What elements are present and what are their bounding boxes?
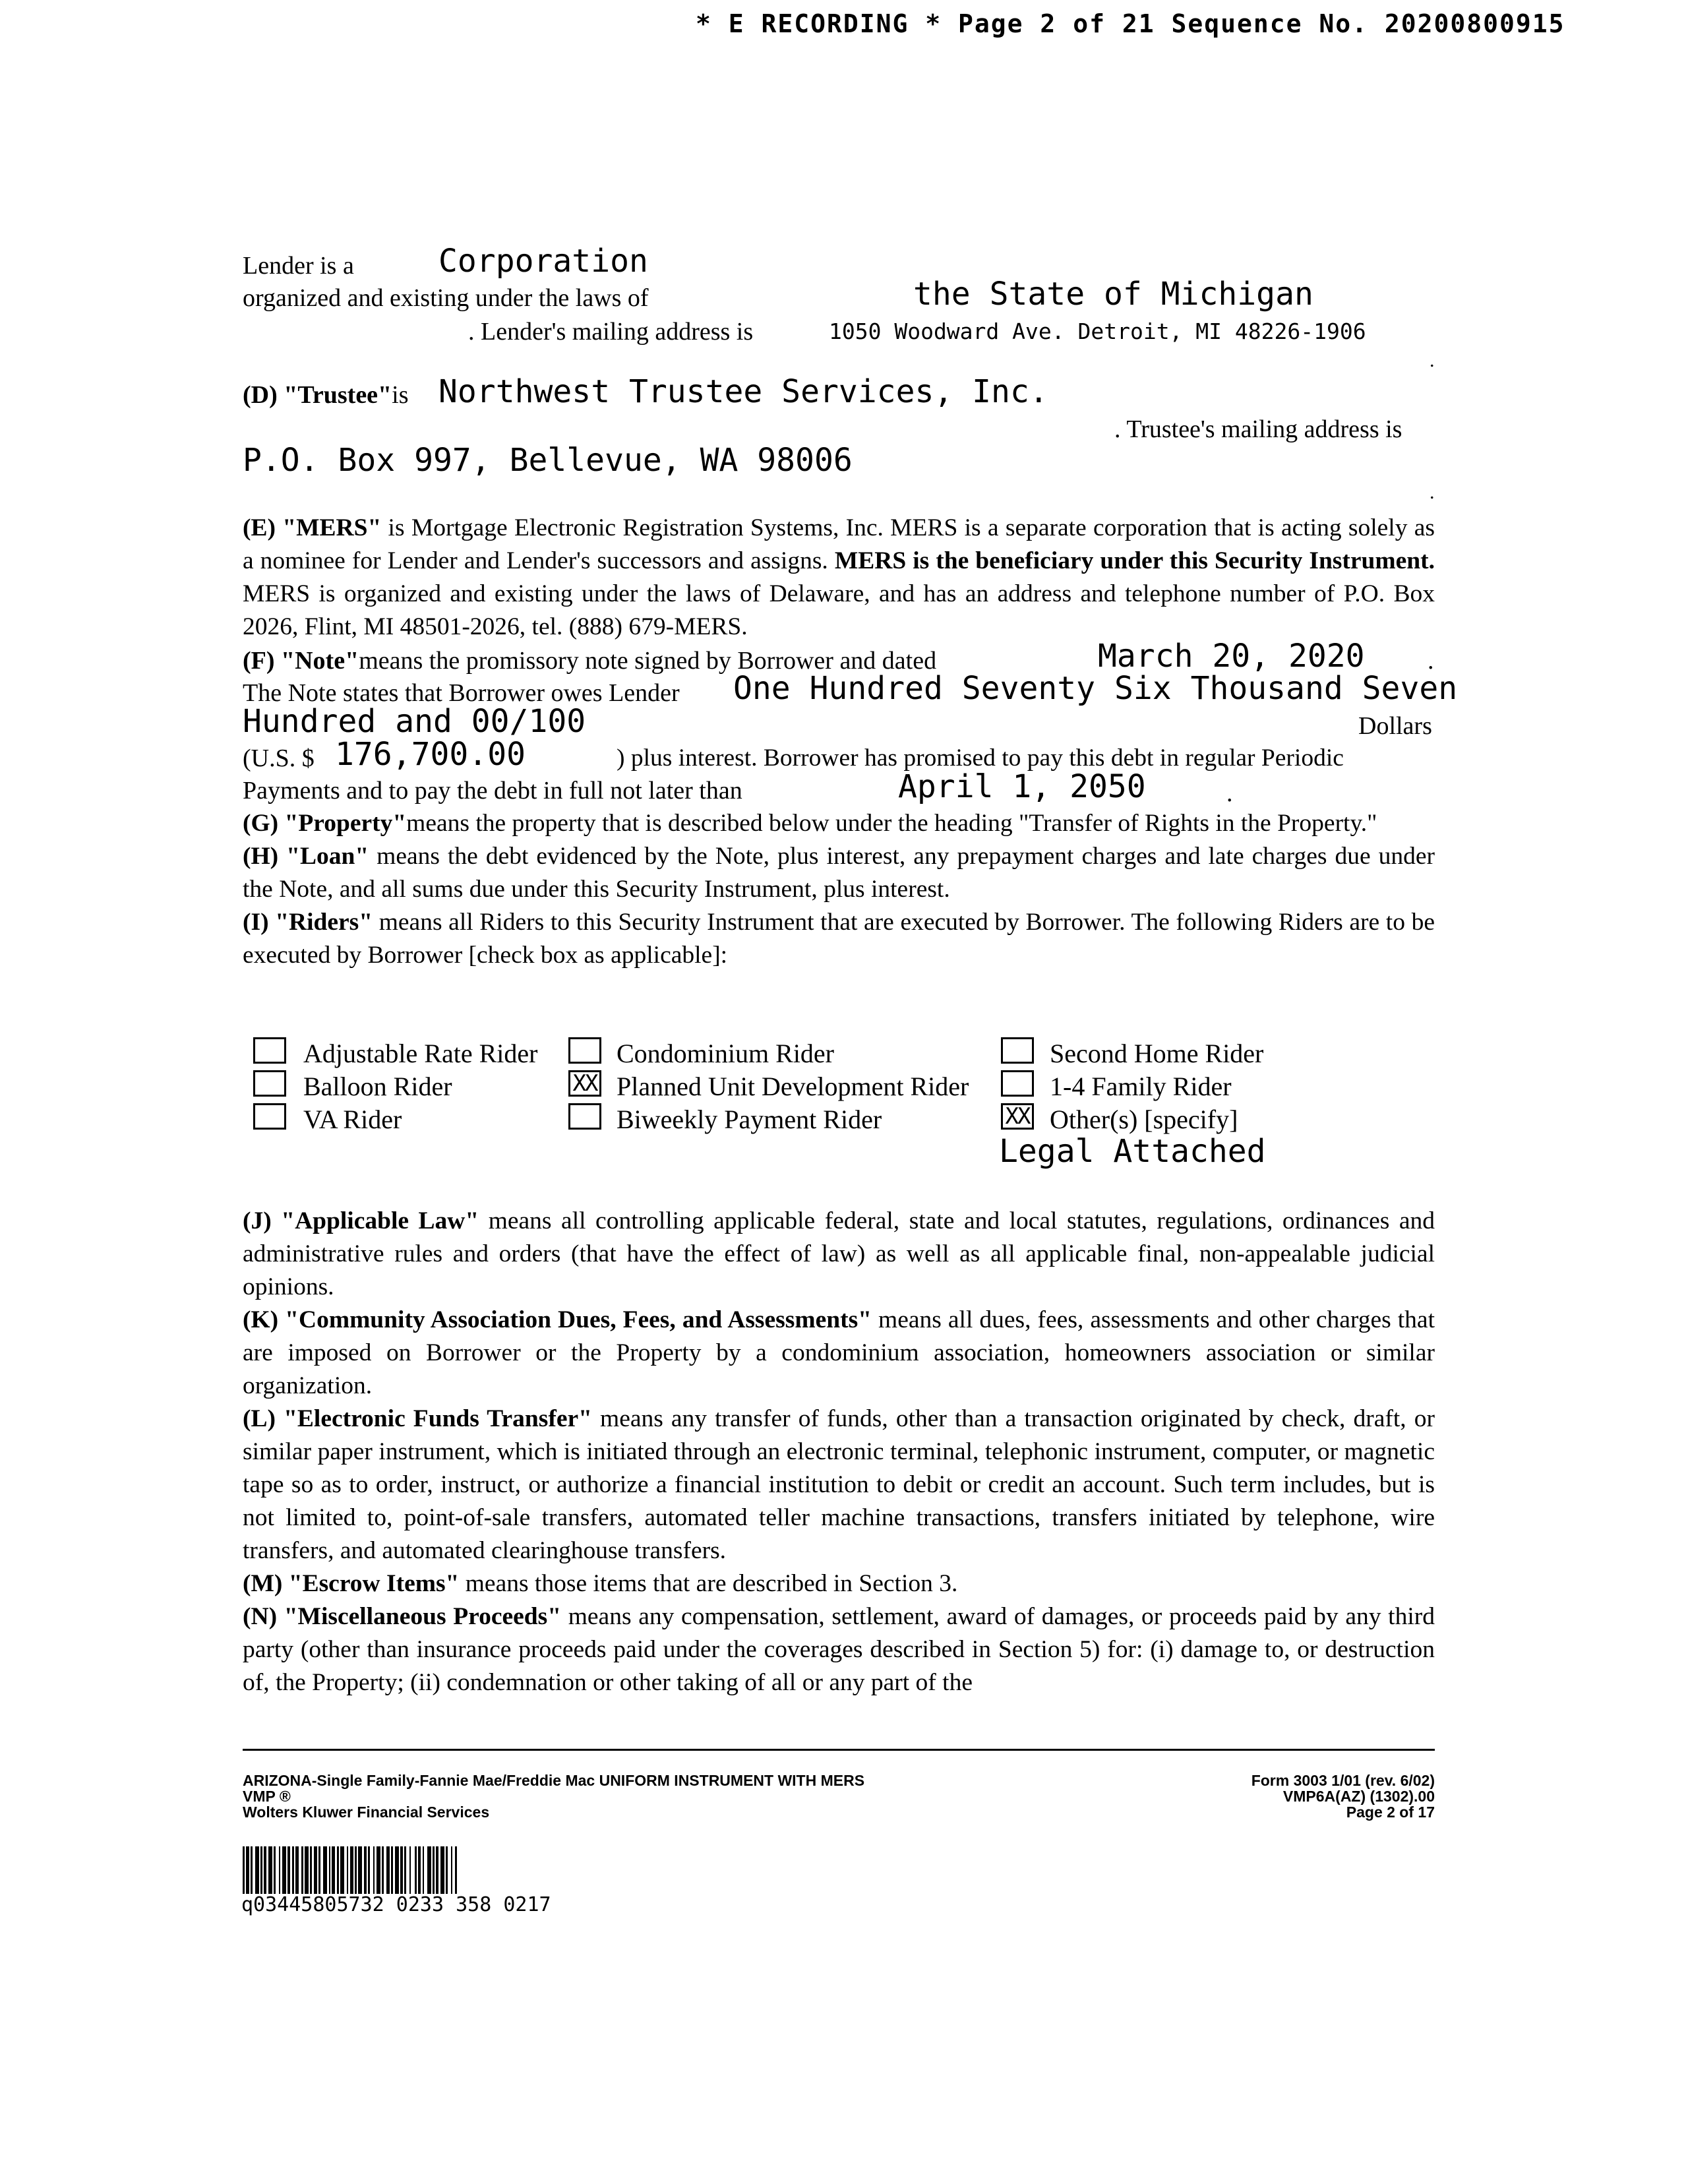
riders-definition: (I) "Riders" means all Riders to this Security Instrument that are executed by Borrower. The following Riders are to be executed by Borrower [check box as applicable]: — [243, 909, 1435, 969]
footer-vmp-code: VMP6A(AZ) (1302).00 — [1282, 1788, 1435, 1805]
trustee-mailing-label: . Trustee's mailing address is — [1114, 415, 1402, 443]
other-rider-label: Other(s) [specify] — [1050, 1105, 1238, 1134]
note-date: March 20, 2020 — [1098, 638, 1365, 675]
recording-header: * E RECORDING * Page 2 of 21 Sequence No. 20200800915 — [696, 9, 1565, 38]
note-amount-words-2: Hundred and 00/100 — [243, 703, 586, 740]
footer-page-number: Page 2 of 17 — [1346, 1804, 1435, 1821]
trustee-name: Northwest Trustee Services, Inc. — [438, 373, 1048, 410]
property-definition: (G) "Property"means the property that is described below under the heading "Transfer of Rights in the Property." — [243, 810, 1377, 837]
footer-divider — [243, 1749, 1435, 1751]
dot-mark: . — [1430, 349, 1435, 371]
checkbox-va-rider[interactable] — [253, 1103, 286, 1130]
trustee-label: (D) "Trustee" — [243, 381, 392, 409]
note-label: (F) "Note" — [243, 647, 359, 675]
miscellaneous-proceeds-definition: (N) "Miscellaneous Proceeds" means any compensation, settlement, award of damages, or proceeds paid by any third party (other than insurance proceeds paid under the coverages described in Section 5) for: (i) damage to, or destruction of, the Property; (ii) condemnation or other taking of all or any part of the — [243, 1603, 1435, 1696]
barcode-bar — [457, 1846, 461, 1894]
note-text: means the promissory note signed by Borrower and dated — [359, 647, 937, 675]
note-owes-text: The Note states that Borrower owes Lender — [243, 679, 680, 707]
footer-form-number: Form 3003 1/01 (rev. 6/02) — [1251, 1772, 1435, 1789]
lender-address: 1050 Woodward Ave. Detroit, MI 48226-1906 — [829, 318, 1366, 344]
lender-state: the State of Michigan — [913, 276, 1313, 313]
footer-vmp: VMP ® — [243, 1788, 291, 1805]
trustee-line — [243, 379, 409, 411]
note-dollars: Dollars — [1358, 712, 1432, 740]
applicable-law-definition: (J) "Applicable Law" means all controlling applicable federal, state and local statutes, regulations, ordinances and administrative rules and orders (that have the effect of law) as well as all applicable final, non-appealable judicial opinions. — [243, 1207, 1435, 1300]
checkbox-condominium-rider[interactable] — [568, 1037, 601, 1064]
va-rider-label: VA Rider — [303, 1105, 402, 1134]
note-plus-interest: ) plus interest. Borrower has promised to pay this debt in regular Periodic — [617, 744, 1344, 772]
checkbox-adjustable-rate-rider[interactable] — [253, 1037, 286, 1064]
lender-organized-label: organized and existing under the laws of — [243, 284, 649, 312]
mers-definition — [243, 512, 1435, 644]
definitions-jn — [243, 1205, 1435, 1699]
mers-label: (E) "MERS" — [243, 514, 382, 541]
barcode-number: q03445805732 0233 358 0217 — [241, 1893, 551, 1916]
lender-mailing-label: . Lender's mailing address is — [468, 318, 754, 346]
dot-mark: . — [1428, 647, 1434, 675]
trustee-is: is — [392, 381, 409, 409]
dot-mark: . — [1226, 779, 1233, 807]
checkbox-biweekly-payment-rider[interactable] — [568, 1103, 601, 1130]
note-maturity-date: April 1, 2050 — [898, 768, 1146, 805]
checkbox-planned-unit-development-rider[interactable]: XX — [568, 1070, 601, 1097]
checkbox-other-rider[interactable]: XX — [1001, 1103, 1034, 1130]
note-us-label: (U.S. $ — [243, 744, 315, 772]
balloon-rider-label: Balloon Rider — [303, 1072, 452, 1101]
biweekly-payment-rider-label: Biweekly Payment Rider — [617, 1105, 882, 1134]
dot-mark: . — [1430, 481, 1435, 503]
checkbox-1-4-family-rider[interactable] — [1001, 1070, 1034, 1097]
footer-publisher: Wolters Kluwer Financial Services — [243, 1804, 490, 1821]
checkbox-balloon-rider[interactable] — [253, 1070, 286, 1097]
definitions-ghi — [243, 807, 1435, 972]
note-payments-text: Payments and to pay the debt in full not later than — [243, 777, 742, 804]
escrow-items-definition: (M) "Escrow Items" means those items that are described in Section 3. — [243, 1570, 958, 1597]
footer-form-title: ARIZONA-Single Family-Fannie Mae/Freddie Mac UNIFORM INSTRUMENT WITH MERS — [243, 1772, 865, 1789]
planned-unit-development-rider-label: Planned Unit Development Rider — [617, 1072, 969, 1101]
barcode — [243, 1846, 461, 1894]
mers-text-2: MERS is organized and existing under the laws of Delaware, and has an address and telephone number of P.O. Box 2026, Flint, MI 48501-2026, tel. (888) 679-MERS. — [243, 580, 1435, 640]
community-dues-definition: (K) "Community Association Dues, Fees, and Assessments" means all dues, fees, assessments and other charges that are imposed on Borrower or the Property by a condominium association, homeowners association or similar organization. — [243, 1306, 1435, 1399]
condominium-rider-label: Condominium Rider — [617, 1039, 834, 1068]
lender-is-a-label: Lender is a — [243, 252, 354, 280]
eft-definition: (L) "Electronic Funds Transfer" means any transfer of funds, other than a transaction originated by check, draft, or similar paper instrument, which is initiated through an electronic terminal, telephonic instrument, computer, or magnetic tape so as to order, instruct, or authorize a financial institution to debit or credit an account. Such term includes, but is not limited to, point-of-sale transfers, automated teller machine transactions, transfers initiated by telephone, wire transfers, and automated clearinghouse transfers. — [243, 1405, 1435, 1564]
lender-entity-type: Corporation — [438, 243, 648, 280]
note-amount-words-1: One Hundred Seventy Six Thousand Seven — [733, 670, 1458, 707]
mers-text-1: is Mortgage Electronic Registration Systems, Inc. MERS is a separate corporation that is acting solely as a nominee for Lender and Lender's successors and assigns. — [243, 514, 1435, 574]
note-amount: 176,700.00 — [335, 736, 526, 773]
mers-bold: MERS is the beneficiary under this Security Instrument. — [834, 547, 1435, 574]
other-rider-specify: Legal Attached — [999, 1133, 1266, 1170]
checkbox-second-home-rider[interactable] — [1001, 1037, 1034, 1064]
1-4-family-rider-label: 1-4 Family Rider — [1050, 1072, 1232, 1101]
adjustable-rate-rider-label: Adjustable Rate Rider — [303, 1039, 538, 1068]
trustee-address: P.O. Box 997, Bellevue, WA 98006 — [243, 442, 853, 479]
loan-definition: (H) "Loan" means the debt evidenced by the Note, plus interest, any prepayment charges and late charges due under the Note, and all sums due under this Security Instrument, plus interest. — [243, 843, 1435, 903]
second-home-rider-label: Second Home Rider — [1050, 1039, 1264, 1068]
